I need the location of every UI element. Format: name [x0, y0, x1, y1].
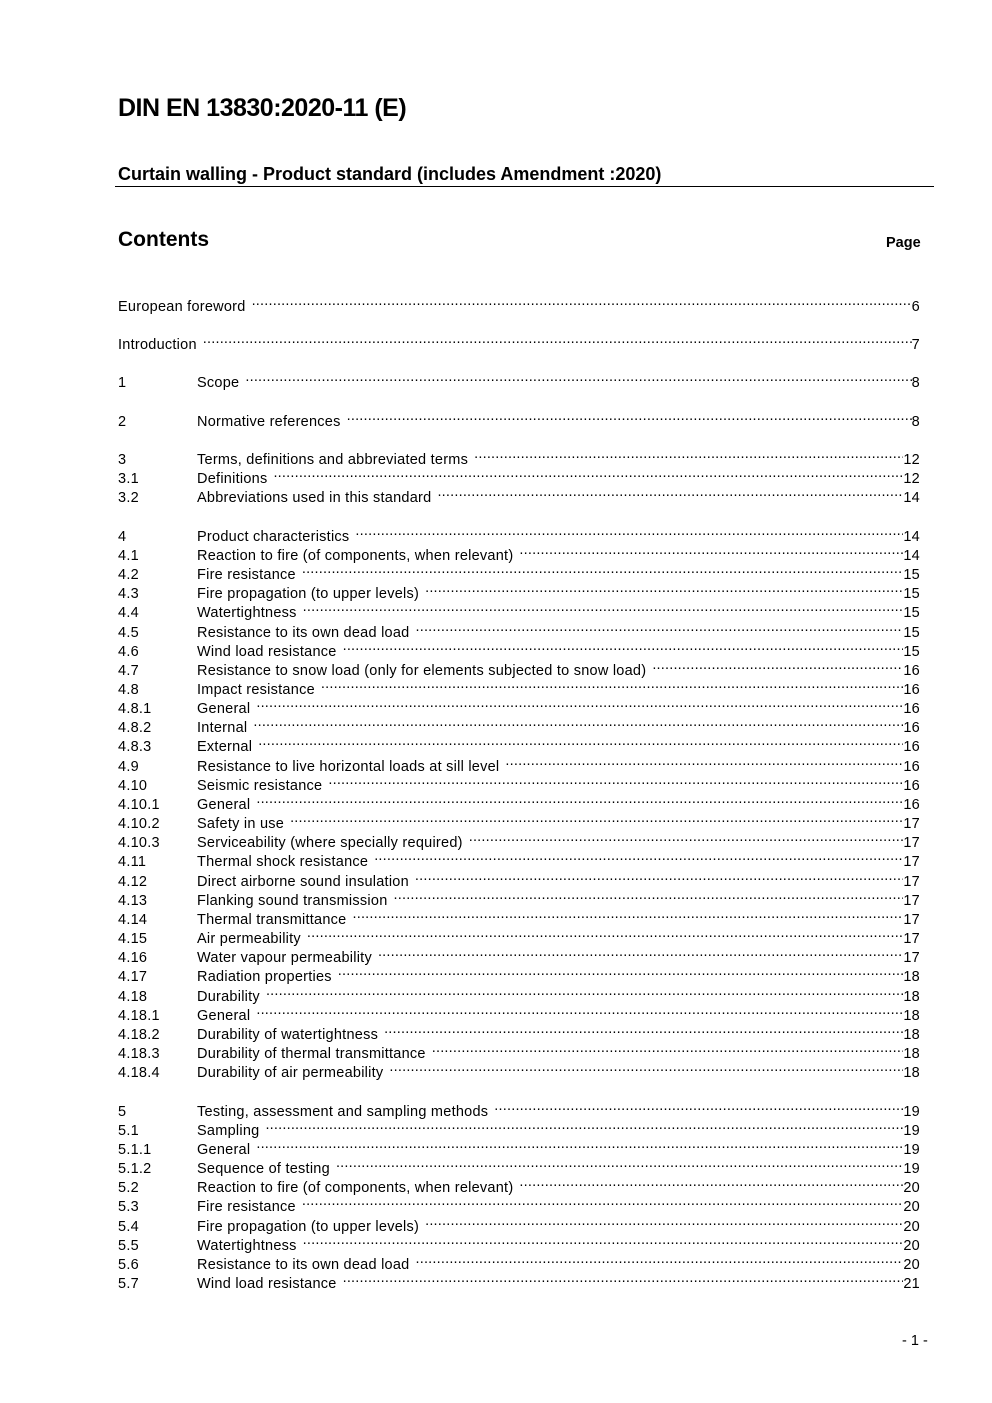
toc-entry[interactable]: [118, 292, 920, 315]
toc-entry-page: 7: [911, 337, 920, 353]
toc-entry-number: 3.2: [118, 490, 139, 506]
toc-entry-page: 18: [903, 989, 920, 1005]
toc-entry[interactable]: [118, 905, 920, 928]
toc-entry[interactable]: [118, 924, 920, 947]
toc-entry-title: Safety in use: [197, 816, 285, 832]
toc-entry-title: Abbreviations used in this standard: [197, 490, 432, 506]
dot-leader: [416, 1250, 904, 1269]
toc-entry-number: 3.1: [118, 471, 139, 487]
toc-entry-page: 17: [903, 912, 920, 928]
toc-entry-title: Internal: [197, 720, 248, 736]
toc-entry-title: Thermal shock resistance: [197, 854, 369, 870]
toc-entry[interactable]: [118, 847, 920, 870]
toc-entry-title: Durability of air permeability: [197, 1065, 384, 1081]
toc-entry-number: 5.2: [118, 1180, 139, 1196]
toc-entry-number: 4.18: [118, 989, 148, 1005]
toc-entry-title: Watertightness: [197, 1238, 297, 1254]
toc-entry[interactable]: [118, 1039, 920, 1062]
toc-entry[interactable]: [118, 656, 920, 679]
toc-entry[interactable]: [118, 560, 920, 583]
toc-entry[interactable]: [118, 1173, 920, 1196]
toc-entry[interactable]: [118, 886, 920, 909]
toc-entry-page: 14: [903, 490, 920, 506]
toc-entry-page: 15: [903, 625, 920, 641]
title-divider: [115, 186, 934, 187]
toc-entry-number: 4.8.3: [118, 739, 152, 755]
toc-entry-title: Introduction: [118, 337, 197, 353]
dot-leader: [425, 1212, 903, 1231]
dot-leader: [290, 809, 903, 828]
toc-entry-number: 4.16: [118, 950, 148, 966]
dot-leader: [384, 1020, 903, 1039]
toc-entry-page: 19: [903, 1123, 920, 1139]
toc-entry-number: 5.7: [118, 1276, 139, 1292]
toc-entry[interactable]: [118, 1192, 920, 1215]
toc-entry-page: 19: [903, 1142, 920, 1158]
toc-entry-page: 8: [911, 375, 920, 391]
dot-leader: [652, 656, 903, 675]
toc-entry-title: Fire resistance: [197, 567, 296, 583]
toc-entry[interactable]: [118, 483, 920, 506]
toc-entry[interactable]: [118, 732, 920, 755]
dot-leader: [374, 847, 903, 866]
toc-entry[interactable]: [118, 618, 920, 641]
toc-entry-page: 8: [911, 414, 920, 430]
toc-entry-number: 4.10: [118, 778, 148, 794]
toc-entry-page: 15: [903, 567, 920, 583]
toc-entry[interactable]: [118, 1269, 920, 1292]
toc-entry[interactable]: [118, 579, 920, 602]
dot-leader: [256, 790, 903, 809]
toc-entry-page: 18: [903, 1027, 920, 1043]
toc-entry-page: 19: [903, 1104, 920, 1120]
toc-entry-title: Thermal transmittance: [197, 912, 347, 928]
dot-leader: [519, 1173, 903, 1192]
toc-entry-number: 4.10.2: [118, 816, 160, 832]
toc-entry[interactable]: [118, 790, 920, 813]
toc-entry-title: Fire propagation (to upper levels): [197, 1219, 420, 1235]
toc-entry-number: 4.18.2: [118, 1027, 160, 1043]
dot-leader: [303, 1231, 904, 1250]
dot-leader: [303, 598, 904, 617]
toc-entry-title: Resistance to snow load (only for elements subjected to snow load): [197, 663, 647, 679]
document-subtitle: Curtain walling - Product standard (includes Amendment :2020): [118, 164, 662, 184]
toc-entry-title: Reaction to fire (of components, when relevant): [197, 1180, 514, 1196]
dot-leader: [256, 694, 903, 713]
toc-entry-page: 20: [903, 1219, 920, 1235]
toc-entry-title: Flanking sound transmission: [197, 893, 388, 909]
toc-entry[interactable]: [118, 943, 920, 966]
toc-entry[interactable]: [118, 809, 920, 832]
toc-entry[interactable]: [118, 828, 920, 851]
toc-entry-number: 4.6: [118, 644, 139, 660]
toc-entry-number: 4.18.1: [118, 1008, 160, 1024]
toc-entry-page: 14: [903, 548, 920, 564]
toc-entry-number: 4.11: [118, 854, 147, 870]
toc-entry[interactable]: [118, 1020, 920, 1043]
toc-entry-page: 16: [903, 701, 920, 717]
toc-entry-title: Definitions: [197, 471, 268, 487]
toc-entry-number: 4.8.2: [118, 720, 152, 736]
toc-entry-number: 5.1.2: [118, 1161, 152, 1177]
toc-entry[interactable]: [118, 1058, 920, 1081]
dot-leader: [343, 637, 904, 656]
toc-entry-title: Fire propagation (to upper levels): [197, 586, 420, 602]
toc-entry-page: 17: [903, 835, 920, 851]
dot-leader: [394, 886, 904, 905]
toc-entry-page: 20: [903, 1199, 920, 1215]
toc-entry-title: Watertightness: [197, 605, 297, 621]
toc-entry-title: Impact resistance: [197, 682, 315, 698]
toc-entry[interactable]: [118, 867, 920, 890]
toc-entry[interactable]: [118, 752, 920, 775]
dot-leader: [343, 1269, 904, 1288]
toc-entry-page: 14: [903, 529, 920, 545]
page-number: - 1 -: [902, 1333, 928, 1349]
toc-entry-page: 15: [903, 586, 920, 602]
document-title: DIN EN 13830:2020-11 (E): [118, 94, 407, 122]
toc-entry[interactable]: [118, 598, 920, 621]
toc-entry-page: 16: [903, 682, 920, 698]
dot-leader: [203, 330, 912, 349]
toc-entry-title: General: [197, 1008, 251, 1024]
toc-entry-page: 16: [903, 797, 920, 813]
dot-leader: [494, 1097, 903, 1116]
dot-leader: [307, 924, 903, 943]
toc-entry-number: 4: [118, 529, 127, 545]
toc-entry[interactable]: [118, 1212, 920, 1235]
toc-entry-title: Resistance to live horizontal loads at sill level: [197, 759, 500, 775]
toc-entry-title: Direct airborne sound insulation: [197, 874, 409, 890]
toc-entry-page: 18: [903, 1008, 920, 1024]
dot-leader: [437, 483, 903, 502]
dot-leader: [273, 464, 903, 483]
dot-leader: [474, 445, 903, 464]
toc-entry-title: Serviceability (where specially required): [197, 835, 463, 851]
dot-leader: [266, 982, 903, 1001]
toc-entry-title: Durability of watertightness: [197, 1027, 379, 1043]
toc-entry-page: 20: [903, 1180, 920, 1196]
dot-leader: [328, 771, 903, 790]
toc-entry[interactable]: [118, 407, 920, 430]
toc-entry-number: 4.10.1: [118, 797, 160, 813]
toc-entry-number: 4.8: [118, 682, 139, 698]
toc-entry-number: 5.3: [118, 1199, 139, 1215]
toc-entry-number: 5: [118, 1104, 127, 1120]
toc-entry-page: 21: [903, 1276, 920, 1292]
toc-entry-page: 17: [903, 854, 920, 870]
toc-entry-title: Wind load resistance: [197, 644, 337, 660]
toc-entry-title: Terms, definitions and abbreviated terms: [197, 452, 469, 468]
toc-entry-number: 4.1: [118, 548, 139, 564]
dot-leader: [432, 1039, 904, 1058]
toc-entry[interactable]: [118, 694, 920, 717]
toc-entry-number: 5.1: [118, 1123, 139, 1139]
toc-entry-number: 4.18.4: [118, 1065, 160, 1081]
toc-entry-page: 6: [911, 299, 920, 315]
dot-leader: [338, 962, 904, 981]
toc-entry-number: 4.14: [118, 912, 148, 928]
toc-entry-title: Durability of thermal transmittance: [197, 1046, 426, 1062]
toc-entry-title: Scope: [197, 375, 240, 391]
dot-leader: [425, 579, 903, 598]
toc-entry-title: Wind load resistance: [197, 1276, 337, 1292]
toc-entry-number: 5.1.1: [118, 1142, 152, 1158]
toc-entry-number: 4.17: [118, 969, 148, 985]
toc-entry-number: 4.18.3: [118, 1046, 160, 1062]
toc-entry-page: 16: [903, 759, 920, 775]
toc-entry-page: 15: [903, 605, 920, 621]
toc-entry-number: 5.6: [118, 1257, 139, 1273]
toc-entry-title: Sequence of testing: [197, 1161, 330, 1177]
dot-leader: [505, 752, 903, 771]
toc-entry-page: 19: [903, 1161, 920, 1177]
toc-entry-page: 16: [903, 720, 920, 736]
toc-entry-title: Water vapour permeability: [197, 950, 372, 966]
toc-entry-title: Resistance to its own dead load: [197, 1257, 410, 1273]
toc-entry[interactable]: [118, 1001, 920, 1024]
toc-entry-number: 4.4: [118, 605, 139, 621]
dot-leader: [519, 541, 903, 560]
toc-entry-number: 4.8.1: [118, 701, 152, 717]
toc-entry-number: 1: [118, 375, 127, 391]
dot-leader: [355, 522, 903, 541]
toc-entry-page: 16: [903, 663, 920, 679]
dot-leader: [256, 1135, 903, 1154]
toc-entry[interactable]: [118, 637, 920, 660]
toc-entry[interactable]: [118, 675, 920, 698]
toc-entry-title: External: [197, 739, 253, 755]
toc-entry-title: Air permeability: [197, 931, 301, 947]
dot-leader: [253, 713, 903, 732]
toc-entry-page: 12: [903, 452, 920, 468]
dot-leader: [469, 828, 904, 847]
toc-entry[interactable]: [118, 1097, 920, 1120]
toc-entry[interactable]: [118, 1116, 920, 1139]
toc-entry-title: Durability: [197, 989, 260, 1005]
dot-leader: [353, 905, 904, 924]
toc-entry[interactable]: [118, 445, 920, 468]
dot-leader: [302, 560, 904, 579]
dot-leader: [415, 867, 903, 886]
toc-entry-page: 17: [903, 950, 920, 966]
toc-entry[interactable]: [118, 713, 920, 736]
toc-entry[interactable]: [118, 522, 920, 545]
toc-entry[interactable]: [118, 464, 920, 487]
toc-entry-number: 5.5: [118, 1238, 139, 1254]
dot-leader: [245, 368, 911, 387]
toc-entry-number: 4.7: [118, 663, 139, 679]
toc-entry-number: 4.13: [118, 893, 148, 909]
dot-leader: [347, 407, 912, 426]
page-column-heading: Page: [886, 235, 921, 251]
toc-entry-page: 18: [903, 1065, 920, 1081]
toc-entry[interactable]: [118, 1250, 920, 1273]
toc-entry-number: 4.9: [118, 759, 139, 775]
toc-entry-title: European foreword: [118, 299, 246, 315]
toc-entry-number: 4.3: [118, 586, 139, 602]
toc-entry-title: Radiation properties: [197, 969, 332, 985]
toc-entry[interactable]: [118, 1231, 920, 1254]
toc-entry[interactable]: [118, 962, 920, 985]
toc-entry[interactable]: [118, 982, 920, 1005]
toc-entry-title: General: [197, 797, 251, 813]
dot-leader: [378, 943, 903, 962]
toc-entry[interactable]: [118, 330, 920, 353]
toc-entry-number: 4.5: [118, 625, 139, 641]
toc-entry-title: Seismic resistance: [197, 778, 323, 794]
dot-leader: [252, 292, 912, 311]
toc-entry-page: 16: [903, 778, 920, 794]
toc-entry-page: 20: [903, 1257, 920, 1273]
dot-leader: [265, 1116, 903, 1135]
toc-entry-number: 3: [118, 452, 127, 468]
dot-leader: [336, 1154, 903, 1173]
toc-entry-page: 17: [903, 931, 920, 947]
toc-entry-title: Resistance to its own dead load: [197, 625, 410, 641]
dot-leader: [321, 675, 903, 694]
toc-entry-title: General: [197, 701, 251, 717]
toc-entry[interactable]: [118, 771, 920, 794]
dot-leader: [256, 1001, 903, 1020]
dot-leader: [302, 1192, 904, 1211]
toc-entry-page: 15: [903, 644, 920, 660]
toc-entry-page: 17: [903, 893, 920, 909]
toc-entry-title: Fire resistance: [197, 1199, 296, 1215]
toc-entry-number: 2: [118, 414, 127, 430]
toc-entry-page: 18: [903, 1046, 920, 1062]
toc-entry-number: 4.15: [118, 931, 148, 947]
toc-entry-page: 20: [903, 1238, 920, 1254]
toc-entry-title: Testing, assessment and sampling methods: [197, 1104, 489, 1120]
dot-leader: [389, 1058, 903, 1077]
toc-entry[interactable]: [118, 368, 920, 391]
toc-entry-title: Product characteristics: [197, 529, 350, 545]
toc-entry[interactable]: [118, 1135, 920, 1158]
toc-entry[interactable]: [118, 541, 920, 564]
toc-entry-number: 4.10.3: [118, 835, 160, 851]
toc-entry-title: General: [197, 1142, 251, 1158]
toc-entry-number: 4.12: [118, 874, 148, 890]
toc-entry-number: 4.2: [118, 567, 139, 583]
toc-entry[interactable]: [118, 1154, 920, 1177]
dot-leader: [416, 618, 904, 637]
toc-entry-page: 12: [903, 471, 920, 487]
dot-leader: [258, 732, 903, 751]
toc-entry-page: 17: [903, 874, 920, 890]
toc-entry-title: Sampling: [197, 1123, 260, 1139]
toc-entry-page: 16: [903, 739, 920, 755]
toc-entry-page: 18: [903, 969, 920, 985]
contents-heading: Contents: [118, 228, 209, 251]
toc-entry-title: Normative references: [197, 414, 341, 430]
toc-entry-title: Reaction to fire (of components, when relevant): [197, 548, 514, 564]
toc-entry-page: 17: [903, 816, 920, 832]
toc-entry-number: 5.4: [118, 1219, 139, 1235]
